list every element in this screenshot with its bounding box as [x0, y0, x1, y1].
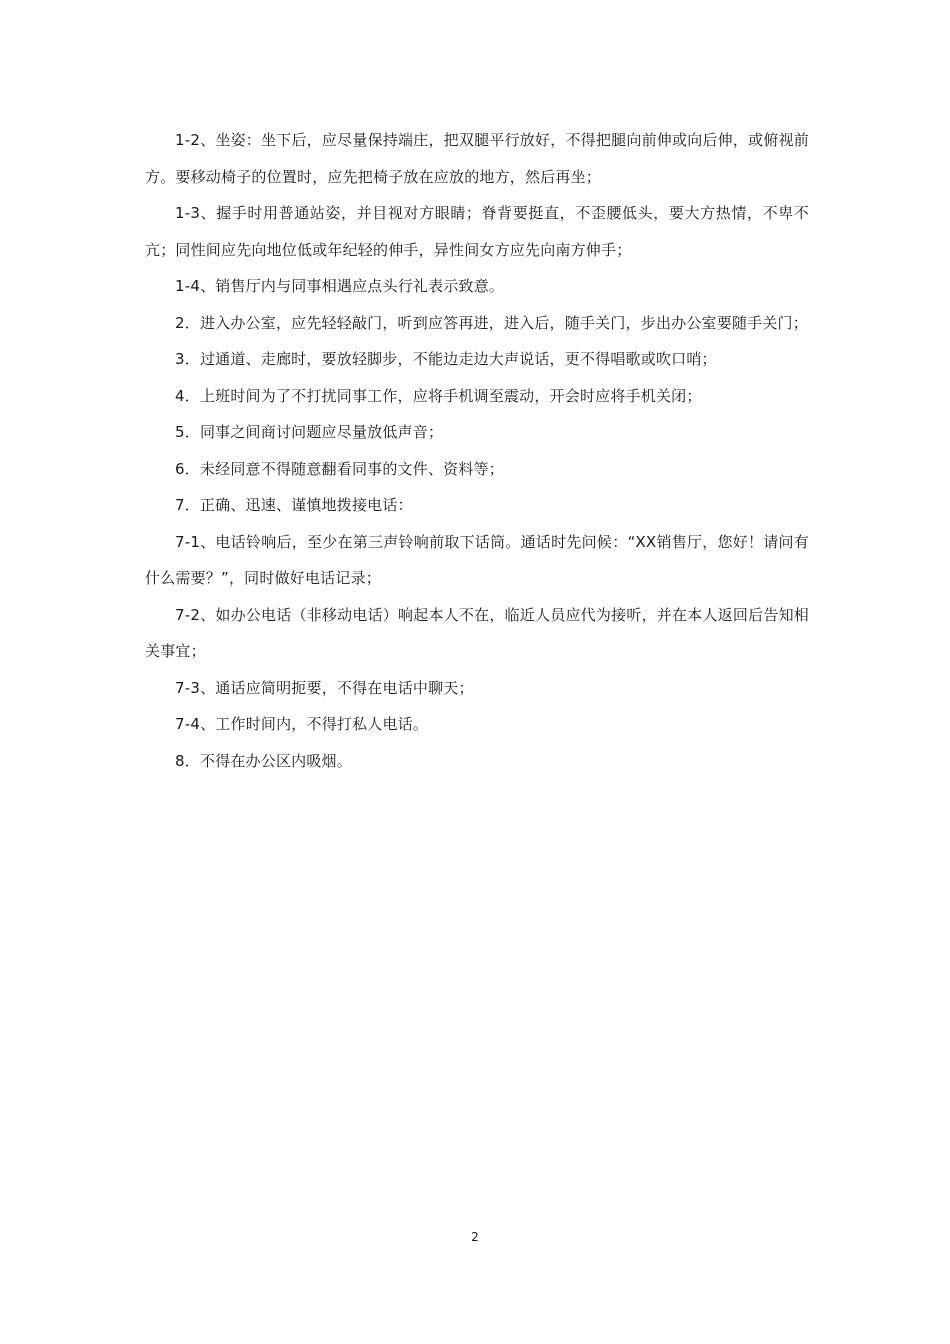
paragraph-6-documents: 6．未经同意不得随意翻看同事的文件、资料等；	[175, 459, 504, 478]
paragraph-1-3-handshake: 1-3、握手时用普通站姿，并目视对方眼睛；脊背要挺直，不歪腰低头，要大方热情，不卑不亢；同性间应先向地位低或年纪轻的伸手，异性间女方应先向南方伸手；	[145, 204, 809, 259]
page-number: 2	[471, 1230, 479, 1244]
paragraph-7-3-concise: 7-3、通话应简明扼要，不得在电话中聊天；	[175, 678, 474, 697]
paragraph-7-1-answering: 7-1、电话铃响后，至少在第三声铃响前取下话筒。通话时先问候：“XX销售厅，您好！请问有什么需要？”，同时做好电话记录；	[145, 532, 809, 587]
paragraph-7-2-absent: 7-2、如办公电话（非移动电话）响起本人不在，临近人员应代为接听，并在本人返回后告知相关事宜；	[145, 605, 809, 660]
paragraph-2-entering-office: 2．进入办公室，应先轻轻敲门，听到应答再进，进入后，随手关门，步出办公室要随手关门；	[175, 313, 808, 332]
paragraph-1-4-greeting: 1-4、销售厅内与同事相遇应点头行礼表示致意。	[175, 277, 505, 295]
paragraph-7-phone-calls: 7．正确、迅速、谨慎地拨接电话：	[175, 496, 413, 514]
paragraph-5-discussion-volume: 5．同事之间商讨问题应尽量放低声音；	[175, 423, 444, 441]
paragraph-4-mobile-phone: 4．上班时间为了不打扰同事工作，应将手机调至震动，开会时应将手机关闭；	[175, 386, 702, 405]
paragraph-7-4-private-calls: 7-4、工作时间内，不得打私人电话。	[175, 715, 429, 733]
paragraph-3-corridors: 3．过通道、走廊时，要放轻脚步，不能边走边大声说话，更不得唱歌或吹口哨；	[175, 350, 717, 368]
paragraph-1-2-sitting-posture: 1-2、坐姿：坐下后，应尽量保持端庄，把双腿平行放好，不得把腿向前伸或向后伸，或俯视前方。要移动椅子的位置时，应先把椅子放在应放的地方，然后再坐；	[145, 131, 809, 186]
paragraph-8-no-smoking: 8．不得在办公区内吸烟。	[175, 751, 352, 770]
document-body	[145, 122, 809, 779]
